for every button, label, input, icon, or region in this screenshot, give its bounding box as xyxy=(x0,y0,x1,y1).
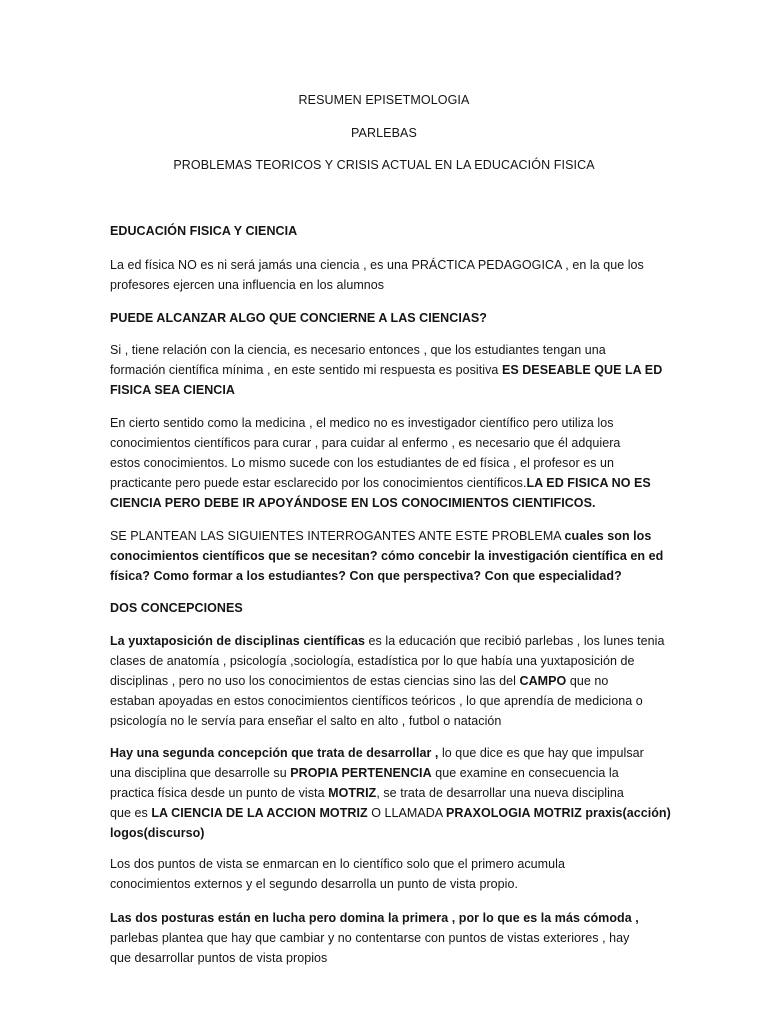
paragraph-text: , se trata de desarrollar una nueva disciplina xyxy=(376,786,624,800)
paragraph-text: es la educación que recibió parlebas , los lunes tenia xyxy=(365,634,665,648)
emphasis-text: logos(discurso) xyxy=(110,826,205,840)
paragraph-text: lo que dice es que hay que impulsar xyxy=(438,746,644,760)
paragraph-line: conocimientos externos y el segundo desarrolla un punto de vista propio. xyxy=(110,877,519,891)
emphasis-text: ES DESEABLE QUE LA ED xyxy=(501,363,663,377)
emphasis-text: La yuxtaposición de disciplinas científicas xyxy=(110,634,366,648)
section-heading-educacion-fisica: EDUCACIÓN FISICA Y CIENCIA xyxy=(110,224,298,238)
paragraph-7 xyxy=(110,854,655,894)
emphasis-text: MOTRIZ xyxy=(328,786,377,800)
paragraph-3 xyxy=(110,413,655,513)
paragraph-line xyxy=(110,473,655,493)
paragraph-line xyxy=(110,803,671,823)
paragraph-line xyxy=(110,360,663,380)
paragraph-line: profesores ejercen una influencia en los alumnos xyxy=(110,278,385,292)
paragraph-line: Si , tiene relación con la ciencia, es necesario entonces , que los estudiantes tengan una xyxy=(110,343,606,357)
section-heading-question: PUEDE ALCANZAR ALGO QUE CONCIERNE A LAS CIENCIAS? xyxy=(110,311,487,325)
paragraph-8 xyxy=(110,908,655,968)
emphasis-text: LA CIENCIA DE LA ACCION MOTRIZ xyxy=(151,806,368,820)
emphasis-text: conocimientos científicos que se necesitan? cómo concebir la investigación científica en ed xyxy=(110,549,664,563)
paragraph-text: que no xyxy=(566,674,609,688)
paragraph-2 xyxy=(110,340,663,400)
paragraph-line: conocimientos científicos para curar , para cuidar al enfermo , es necesario que él adquiera xyxy=(110,436,621,450)
paragraph-line xyxy=(110,908,655,928)
paragraph-line xyxy=(110,631,665,651)
emphasis-text: Hay una segunda concepción que trata de desarrollar , xyxy=(110,746,439,760)
paragraph-line xyxy=(110,380,655,400)
emphasis-text: CIENCIA PERO DEBE IR APOYÁNDOSE EN LOS CONOCIMIENTOS CIENTIFICOS. xyxy=(110,496,596,510)
paragraph-text: practicante pero puede estar esclarecido por los conocimientos científicos. xyxy=(110,476,527,490)
paragraph-line xyxy=(110,546,664,566)
section-heading-dos-concepciones: DOS CONCEPCIONES xyxy=(110,601,243,615)
paragraph-line xyxy=(110,743,655,763)
emphasis-text: cuales son los xyxy=(564,529,652,543)
paragraph-line xyxy=(110,493,655,513)
paragraph-line xyxy=(110,763,655,783)
paragraph-text: que examine en consecuencia la xyxy=(431,766,619,780)
emphasis-text: PRAXOLOGIA MOTRIZ praxis(acción) xyxy=(446,806,671,820)
paragraph-line xyxy=(110,566,655,586)
paragraph-line: La ed física NO es ni será jamás una ciencia , es una PRÁCTICA PEDAGOGICA , en la que los xyxy=(110,258,644,272)
emphasis-text: PROPIA PERTENENCIA xyxy=(290,766,432,780)
paragraph-line: Los dos puntos de vista se enmarcan en lo científico solo que el primero acumula xyxy=(110,857,565,871)
emphasis-text: FISICA SEA CIENCIA xyxy=(110,383,235,397)
paragraph-text: SE PLANTEAN LAS SIGUIENTES INTERROGANTES ANTE ESTE PROBLEMA xyxy=(110,529,565,543)
document-author: PARLEBAS xyxy=(351,126,417,140)
paragraph-4 xyxy=(110,526,664,586)
paragraph-line: parlebas plantea que hay que cambiar y no contentarse con puntos de vistas exteriores , hay xyxy=(110,931,630,945)
paragraph-5 xyxy=(110,631,665,731)
paragraph-line xyxy=(110,671,655,691)
paragraph-line xyxy=(110,783,655,803)
paragraph-text: una disciplina que desarrolle su xyxy=(110,766,291,780)
paragraph-line: estaban apoyadas en estos conocimientos científicos teóricos , lo que aprendía de mediciona o xyxy=(110,694,643,708)
paragraph-line: que desarrollar puntos de vista propios xyxy=(110,951,328,965)
paragraph-text: practica física desde un punto de vista xyxy=(110,786,329,800)
paragraph-line xyxy=(110,526,655,546)
paragraph-text: que es xyxy=(110,806,152,820)
paragraph-text: formación científica mínima , en este sentido mi respuesta es positiva xyxy=(110,363,502,377)
paragraph-6 xyxy=(110,743,671,843)
emphasis-text: Las dos posturas están en lucha pero domina la primera , por lo que es la más cómoda , xyxy=(110,911,639,925)
document-subtitle: PROBLEMAS TEORICOS Y CRISIS ACTUAL EN LA EDUCACIÓN FISICA xyxy=(173,158,595,172)
paragraph-1 xyxy=(110,255,655,295)
emphasis-text: física? Como formar a los estudiantes? Con que perspectiva? Con que especialidad? xyxy=(110,569,622,583)
paragraph-line: clases de anatomía , psicología ,sociología, estadística por lo que había una yuxtaposición de xyxy=(110,654,635,668)
paragraph-line: psicología no le servía para enseñar el salto en alto , futbol o natación xyxy=(110,714,502,728)
paragraph-line: estos conocimientos. Lo mismo sucede con los estudiantes de ed física , el profesor es un xyxy=(110,456,615,470)
emphasis-text: LA ED FISICA NO ES xyxy=(526,476,651,490)
paragraph-line: En cierto sentido como la medicina , el medico no es investigador científico pero utiliza los xyxy=(110,416,614,430)
paragraph-text: O LLAMADA xyxy=(367,806,447,820)
paragraph-text: disciplinas , pero no uso los conocimientos de estas ciencias sino las del xyxy=(110,674,520,688)
paragraph-line xyxy=(110,823,655,843)
emphasis-text: CAMPO xyxy=(519,674,567,688)
document-title: RESUMEN EPISETMOLOGIA xyxy=(298,93,470,107)
